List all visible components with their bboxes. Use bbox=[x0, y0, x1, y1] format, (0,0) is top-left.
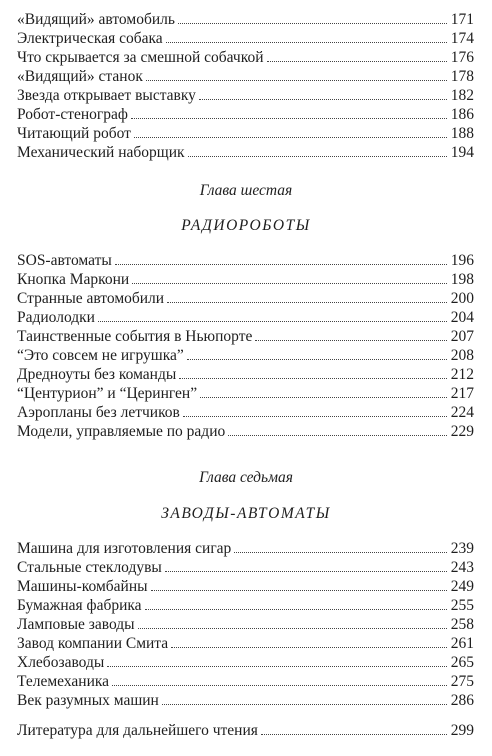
toc-entry bbox=[17, 365, 474, 384]
dot-leader bbox=[98, 321, 447, 322]
entry-title: Странные автомобили bbox=[17, 290, 165, 307]
entry-page-number: 286 bbox=[450, 692, 474, 709]
entry-page-number: 217 bbox=[450, 385, 474, 402]
dot-leader bbox=[167, 302, 447, 303]
entry-title: “Это совсем не игрушка” bbox=[17, 347, 184, 364]
toc-entry bbox=[17, 270, 474, 289]
dot-leader bbox=[171, 647, 447, 648]
entry-title: Стальные стеклодувы bbox=[17, 559, 162, 576]
entry-page-number: 200 bbox=[450, 290, 474, 307]
entry-title: Кнопка Маркони bbox=[17, 271, 130, 288]
dot-leader bbox=[162, 704, 447, 705]
entry-title: Звезда открывает выставку bbox=[17, 87, 196, 104]
dot-leader bbox=[178, 23, 447, 24]
entry-page-number: 178 bbox=[450, 68, 474, 85]
entry-page-number: 182 bbox=[450, 87, 474, 104]
toc-entry bbox=[17, 86, 474, 105]
toc-entry bbox=[17, 29, 474, 48]
entry-page-number: 249 bbox=[450, 578, 474, 595]
entry-page-number: 194 bbox=[450, 144, 474, 161]
dot-leader bbox=[134, 137, 447, 138]
entry-page-number: 212 bbox=[450, 366, 474, 383]
dot-leader bbox=[261, 734, 447, 735]
dot-leader bbox=[151, 590, 447, 591]
toc-section-chapter-6 bbox=[17, 251, 474, 441]
dot-leader bbox=[146, 80, 447, 81]
entry-page-number: 255 bbox=[450, 597, 474, 614]
toc-entry bbox=[17, 251, 474, 270]
entry-title: Ламповые заводы bbox=[17, 616, 135, 633]
dot-leader bbox=[179, 378, 446, 379]
entry-page-number: 174 bbox=[450, 30, 474, 47]
entry-title: Модели, управляемые по радио bbox=[17, 423, 226, 440]
toc-entry bbox=[17, 577, 474, 596]
entry-page-number: 299 bbox=[450, 722, 474, 739]
chapter-title: РАДИОРОБОТЫ bbox=[181, 217, 311, 234]
entry-title: Хлебозаводы bbox=[17, 654, 105, 671]
toc-entry bbox=[17, 384, 474, 403]
entry-page-number: 204 bbox=[450, 309, 474, 326]
entry-title: Литература для дальнейшего чтения bbox=[17, 722, 258, 739]
chapter-label: Глава седьмая bbox=[199, 469, 293, 486]
toc-entry bbox=[17, 327, 474, 346]
entry-title: «Видящий» автомобиль bbox=[17, 11, 175, 28]
dot-leader bbox=[131, 118, 447, 119]
dot-leader bbox=[145, 609, 447, 610]
entry-page-number: 229 bbox=[450, 423, 474, 440]
toc-entry bbox=[17, 67, 474, 86]
dot-leader bbox=[165, 571, 447, 572]
toc-section-final bbox=[17, 721, 474, 740]
dot-leader bbox=[200, 397, 447, 398]
toc-entry bbox=[17, 615, 474, 634]
entry-title: Электрическая собака bbox=[17, 30, 163, 47]
entry-page-number: 243 bbox=[450, 559, 474, 576]
dot-leader bbox=[132, 283, 447, 284]
toc-entry bbox=[17, 308, 474, 327]
entry-title: Машина для изготовления сигар bbox=[17, 540, 232, 557]
entry-title: SOS-автоматы bbox=[17, 252, 112, 269]
entry-page-number: 188 bbox=[450, 125, 474, 142]
entry-page-number: 224 bbox=[450, 404, 474, 421]
toc-entry bbox=[17, 143, 474, 162]
entry-title: Дредноуты без команды bbox=[17, 366, 177, 383]
entry-title: Машины-комбайны bbox=[17, 578, 148, 595]
dot-leader bbox=[187, 359, 447, 360]
toc-entry bbox=[17, 346, 474, 365]
entry-title: Бумажная фабрика bbox=[17, 597, 142, 614]
dot-leader bbox=[138, 628, 447, 629]
toc-entry bbox=[17, 634, 474, 653]
entry-title: Завод компании Смита bbox=[17, 635, 169, 652]
toc-entry bbox=[17, 289, 474, 308]
dot-leader bbox=[188, 156, 447, 157]
toc-entry bbox=[17, 721, 474, 740]
dot-leader bbox=[228, 435, 447, 436]
dot-leader bbox=[199, 99, 447, 100]
entry-page-number: 196 bbox=[450, 252, 474, 269]
entry-page-number: 258 bbox=[450, 616, 474, 633]
toc-entry bbox=[17, 105, 474, 124]
toc-entry bbox=[17, 558, 474, 577]
toc-entry bbox=[17, 539, 474, 558]
toc-entry bbox=[17, 10, 474, 29]
toc-entry bbox=[17, 653, 474, 672]
entry-page-number: 265 bbox=[450, 654, 474, 671]
entry-page-number: 198 bbox=[450, 271, 474, 288]
entry-title: Читающий робот bbox=[17, 125, 131, 142]
dot-leader bbox=[107, 666, 446, 667]
entry-title: «Видящий» станок bbox=[17, 68, 143, 85]
entry-title: “Центурион” и “Церинген” bbox=[17, 385, 198, 402]
entry-title: Таинственные события в Ньюпорте bbox=[17, 328, 253, 345]
chapter-label: Глава шестая bbox=[199, 182, 293, 199]
entry-page-number: 207 bbox=[450, 328, 474, 345]
toc-entry bbox=[17, 124, 474, 143]
toc-entry bbox=[17, 48, 474, 67]
entry-page-number: 176 bbox=[450, 49, 474, 66]
dot-leader bbox=[115, 264, 447, 265]
entry-page-number: 239 bbox=[450, 540, 474, 557]
entry-page-number: 208 bbox=[450, 347, 474, 364]
dot-leader bbox=[234, 552, 446, 553]
toc-entry bbox=[17, 596, 474, 615]
entry-title: Телемеханика bbox=[17, 673, 110, 690]
toc-section-chapter-7 bbox=[17, 539, 474, 710]
toc-section-1 bbox=[17, 10, 474, 162]
entry-title: Аэропланы без летчиков bbox=[17, 404, 180, 421]
entry-title: Что скрывается за смешной собачкой bbox=[17, 49, 264, 66]
entry-page-number: 275 bbox=[450, 673, 474, 690]
toc-entry bbox=[17, 672, 474, 691]
toc-entry bbox=[17, 422, 474, 441]
entry-title: Механический наборщик bbox=[17, 144, 185, 161]
toc-entry bbox=[17, 403, 474, 422]
entry-page-number: 171 bbox=[450, 11, 474, 28]
entry-page-number: 261 bbox=[450, 635, 474, 652]
dot-leader bbox=[166, 42, 447, 43]
chapter-title: ЗАВОДЫ-АВТОМАТЫ bbox=[161, 505, 331, 522]
dot-leader bbox=[183, 416, 447, 417]
dot-leader bbox=[112, 685, 447, 686]
dot-leader bbox=[255, 340, 446, 341]
entry-title: Радиолодки bbox=[17, 309, 95, 326]
toc-entry bbox=[17, 691, 474, 710]
entry-page-number: 186 bbox=[450, 106, 474, 123]
dot-leader bbox=[267, 61, 447, 62]
entry-title: Век разумных машин bbox=[17, 692, 159, 709]
entry-title: Робот-стенограф bbox=[17, 106, 128, 123]
